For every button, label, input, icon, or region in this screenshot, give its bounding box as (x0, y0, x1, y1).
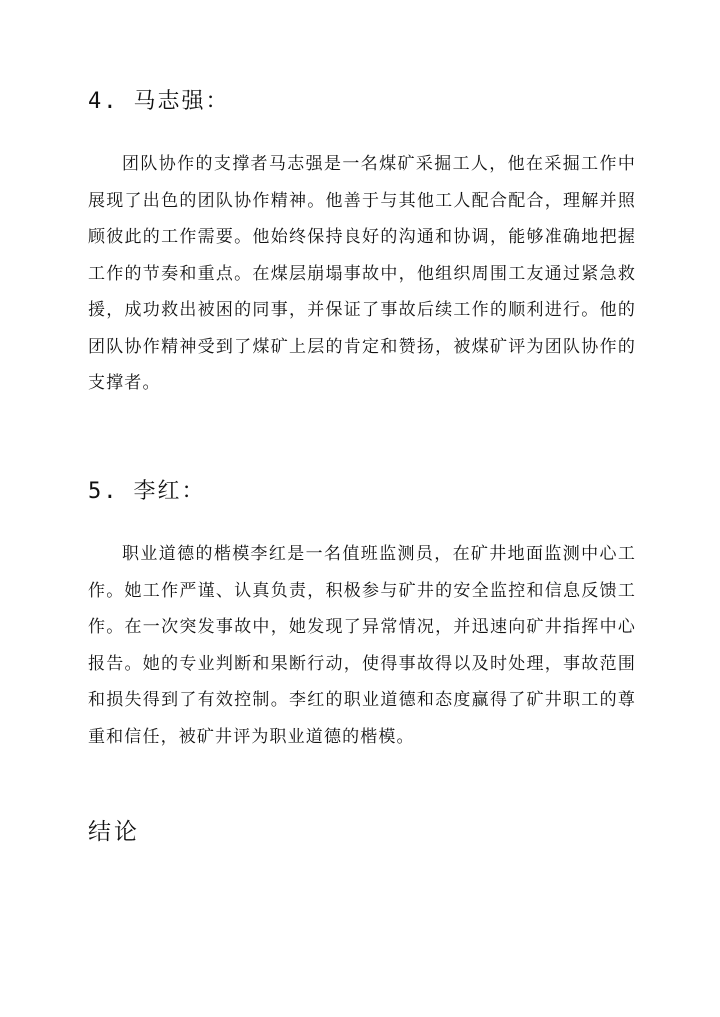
section-body-5: 职业道德的楷模李红是一名值班监测员，在矿井地面监测中心工作。她工作严谨、认真负责，积极参与矿井的安全监控和信息反馈工作。在一次突发事故中，她发现了异常情况，并迅速向矿井指挥中心报告。她的专业判断和果断行动，使得事故得以及时处理，事故范围和损失得到了有效控制。李红的职业道德和态度赢得了矿井职工的尊重和信任，被矿井评为职业道德的楷模。 (88, 544, 636, 747)
section-number: 5. (88, 479, 119, 504)
section-heading-5 (88, 478, 206, 506)
section-heading-4 (88, 88, 230, 116)
conclusion-heading: 结论 (88, 819, 140, 845)
section-title: 马志强： (133, 89, 230, 114)
section-title: 李红： (133, 479, 206, 504)
section-body-4: 团队协作的支撑者马志强是一名煤矿采掘工人，他在采掘工作中展现了出色的团队协作精神。他善于与其他工人配合配合，理解并照顾彼此的工作需要。他始终保持良好的沟通和协调，能够准确地把握工作的节奏和重点。在煤层崩塌事故中，他组织周围工友通过紧急救援，成功救出被困的同事，并保证了事故后续工作的顺利进行。他的团队协作精神受到了煤矿上层的肯定和赞扬，被煤矿评为团队协作的支撑者。 (88, 154, 636, 393)
section-number: 4. (88, 89, 119, 114)
